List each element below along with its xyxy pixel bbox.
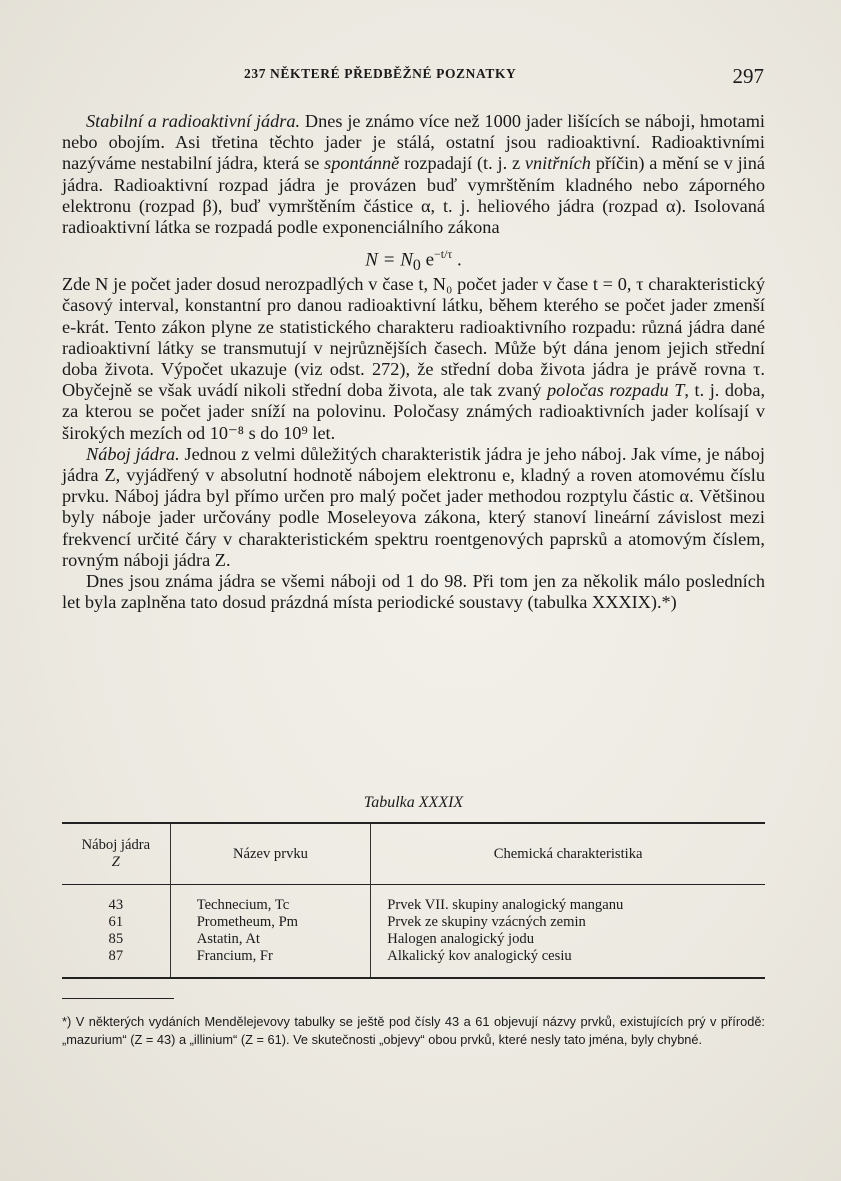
paragraph-decay-explanation: Zde N je počet jader dosud nerozpadlých v čase t, N₀ počet jader v čase t = 0, τ charakteristický časový interval, konstantní pro danou radioaktivní látku, během kterého se počet jader zmenší e-krát. Tento zákon plyne ze statistického charakteru radioaktivního rozpadu: různá jádra dané radioaktivní látky se transmutují v nejrůznějších časech. Může být dána jenom jejich střední doba života. Výpočet ukazuje (viz odst. 272), že střední doba života jádra je právě rovna τ. Obyčejně se však uvádí nikoli střední doba života, ale tak zvaný poločas rozpadu T, t. j. doba, za kterou se počet jader sníží na polovinu. Poločasy známých radioaktivních jader kolísají v širokých mezích od 10⁻⁸ s do 10⁹ let. [62, 274, 766, 443]
cell-chemical-characteristic: Halogen analogický jodu [371, 931, 765, 948]
cell-element-name: Technecium, Tc [170, 885, 371, 915]
paragraph-stable-radioactive-nuclei: Stabilní a radioaktivní jádra. Dnes je známo více než 1000 jader lišících se náboji, hmotami nebo obojím. Asi třetina těchto jader je stálá, ostatní jsou radioaktivní. Radioaktivními nazýváme nestabilní jádra, která se spontánně rozpadají (t. j. z vnitřních příčin) a mění se v jiná jádra. Radioaktivní rozpad jádra je provázen buď vymrštěním kladného nebo záporného elektronu (rozpad β), buď vymrštěním částice α, t. j. heliového jádra (rozpad α). Isolovaná radioaktivní látka se rozpadá podle exponenciálního zákona [62, 111, 766, 238]
elements-table [62, 822, 765, 979]
cell-charge: 85 [108, 931, 124, 947]
cell-element-name: Francium, Fr [170, 948, 371, 978]
page-number: 297 [732, 64, 764, 88]
cell-element-name: Astatin, At [170, 931, 371, 948]
cell-chemical-characteristic: Prvek ze skupiny vzácných zemin [371, 914, 765, 931]
cell-charge: 61 [108, 914, 124, 930]
paragraph-known-nuclei: Dnes jsou známa jádra se všemi náboji od 1 do 98. Při tom jen za několik málo posledních let byla zaplněna tato dosud prázdná místa periodické soustavy (tabulka XXXIX).*) [62, 571, 765, 613]
cell-charge: 43 [108, 897, 124, 913]
page-header [64, 64, 764, 94]
running-head: 237 NĚKTERÉ PŘEDBĚŽNÉ POZNATKY [244, 66, 517, 81]
table-row [62, 914, 765, 931]
body-text [62, 111, 765, 613]
table-row [62, 931, 765, 948]
cell-element-name: Prometheum, Pm [170, 914, 371, 931]
section-heading-stable-radioactive: Stabilní a radioaktivní jádra. [86, 111, 301, 131]
table-row [62, 885, 765, 915]
paragraph-nuclear-charge: Náboj jádra. Jednou z velmi důležitých charakteristik jádra je jeho náboj. Jak víme, je náboj jádra Z, vyjádřený v absolutní hodnotě nábojem elektronu e, kladný a roven atomovému číslu prvku. Náboj jádra byl přímo určen pro malý počet jader methodou rozptylu částic α. Většinou byly náboje jader určovány podle Moseleyova zákona, který stanoví lineární závislost mezi frekvencí určité čáry v charakteristickém spektru roentgenových paprsků a atomovým číslem, rovným náboji jádra Z. [62, 443, 765, 570]
header-charge: Náboj jádra Z [81, 837, 151, 870]
cell-charge: 87 [108, 948, 124, 964]
table-header-row [62, 823, 765, 885]
header-element-name: Název prvku [170, 823, 371, 885]
table-caption: Tabulka XXXIX [363, 794, 464, 811]
footnote-divider [62, 998, 174, 999]
table-row [62, 948, 765, 978]
decay-law-equation: $N = N_0$ $e^{-t/\tau}$ . [365, 247, 462, 275]
footnote [62, 1013, 765, 1050]
section-heading-nuclear-charge: Náboj jádra. [86, 443, 180, 464]
footnote-text: *) V některých vydáních Mendělejevovy tabulky se ještě pod čísly 43 a 61 objevují názvy prvků, existujících prý v přírodě: „mazurium“ (Z = 43) a „illinium“ (Z = 61). Ve skutečnosti „objevy“ obou prvků, které nesly tato jména, byly chybné. [62, 1014, 765, 1048]
cell-chemical-characteristic: Alkalický kov analogický cesiu [371, 948, 765, 978]
header-chemical-characteristic: Chemická charakteristika [371, 823, 765, 885]
cell-chemical-characteristic: Prvek VII. skupiny analogický manganu [371, 885, 765, 915]
